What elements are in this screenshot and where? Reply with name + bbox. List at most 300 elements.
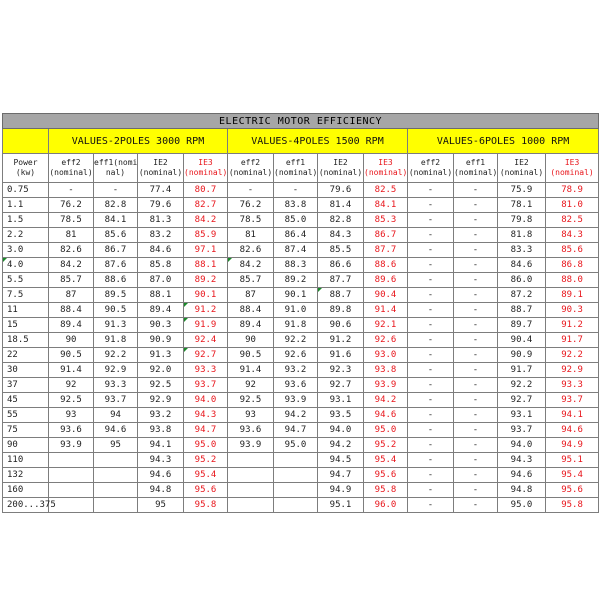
value-cell: -	[454, 393, 498, 408]
value-cell: 93.5	[318, 408, 364, 423]
value-cell: 92	[49, 378, 94, 393]
value-cell: 95	[138, 498, 184, 513]
power-cell: 0.75	[3, 183, 49, 198]
value-cell: 84.6	[498, 258, 546, 273]
value-cell: -	[408, 198, 454, 213]
value-cell: 87	[49, 288, 94, 303]
value-cell: 92.6	[364, 333, 408, 348]
value-cell: 94.9	[546, 438, 599, 453]
value-cell: 85.7	[228, 273, 274, 288]
power-cell: 1.1	[3, 198, 49, 213]
value-cell: 89.2	[184, 273, 228, 288]
value-cell: -	[408, 273, 454, 288]
value-cell: 95.0	[184, 438, 228, 453]
value-cell: 88.6	[94, 273, 138, 288]
value-cell: 92.5	[138, 378, 184, 393]
value-cell: 95.4	[546, 468, 599, 483]
group-2poles: VALUES-2POLES 3000 RPM	[49, 129, 228, 154]
value-cell: 86.0	[498, 273, 546, 288]
value-cell: -	[408, 468, 454, 483]
sub-header-cell: eff1(nomi nal)	[94, 154, 138, 183]
value-cell: 93.7	[498, 423, 546, 438]
table-title: ELECTRIC MOTOR EFFICIENCY	[3, 114, 599, 129]
value-cell: 95.4	[184, 468, 228, 483]
power-cell: 5.5	[3, 273, 49, 288]
value-cell: 92.7	[318, 378, 364, 393]
power-cell: 37	[3, 378, 49, 393]
sub-header-cell: eff1 (nominal)	[274, 154, 318, 183]
value-cell: 93.7	[184, 378, 228, 393]
value-cell: 86.4	[274, 228, 318, 243]
value-cell: 93.8	[138, 423, 184, 438]
value-cell: 79.6	[318, 183, 364, 198]
value-cell: 94.3	[498, 453, 546, 468]
value-cell: -	[408, 453, 454, 468]
value-cell: 93.9	[274, 393, 318, 408]
value-cell: 93.2	[274, 363, 318, 378]
value-cell	[49, 468, 94, 483]
value-cell: 87.4	[274, 243, 318, 258]
value-cell: -	[408, 333, 454, 348]
value-cell: -	[454, 363, 498, 378]
table-row	[3, 363, 599, 378]
value-cell: 86.6	[318, 258, 364, 273]
value-cell: 92	[228, 378, 274, 393]
value-cell: 92.2	[498, 378, 546, 393]
value-cell: 93	[49, 408, 94, 423]
sub-header-row	[3, 154, 599, 183]
value-cell: 92.9	[94, 363, 138, 378]
value-cell: 84.3	[318, 228, 364, 243]
value-cell: -	[454, 273, 498, 288]
value-cell: 92.6	[274, 348, 318, 363]
value-cell: 92.5	[49, 393, 94, 408]
value-cell	[94, 483, 138, 498]
value-cell: 78.9	[546, 183, 599, 198]
power-cell: 132	[3, 468, 49, 483]
value-cell: 87.2	[498, 288, 546, 303]
value-cell: 89.7	[498, 318, 546, 333]
power-cell: 90	[3, 438, 49, 453]
power-cell: 4.0	[3, 258, 49, 273]
power-cell: 1.5	[3, 213, 49, 228]
value-cell: 91.8	[274, 318, 318, 333]
sub-header-cell: IE2 (nominal)	[498, 154, 546, 183]
power-cell: 30	[3, 363, 49, 378]
value-cell: 76.2	[49, 198, 94, 213]
value-cell: -	[454, 333, 498, 348]
value-cell: 91.7	[498, 363, 546, 378]
value-cell: -	[454, 453, 498, 468]
table-row	[3, 198, 599, 213]
value-cell: -	[454, 483, 498, 498]
value-cell: 85.0	[274, 213, 318, 228]
value-cell: -	[408, 303, 454, 318]
value-cell: 94.1	[138, 438, 184, 453]
value-cell: 89.4	[49, 318, 94, 333]
value-cell: 94	[94, 408, 138, 423]
sub-header-cell: eff2 (nominal)	[49, 154, 94, 183]
value-cell	[274, 498, 318, 513]
table-row	[3, 303, 599, 318]
value-cell: 92.0	[138, 363, 184, 378]
sub-header-cell: eff2 (nominal)	[408, 154, 454, 183]
value-cell: 87.7	[364, 243, 408, 258]
value-cell: 82.5	[546, 213, 599, 228]
value-cell: -	[408, 378, 454, 393]
table-row	[3, 213, 599, 228]
power-cell: 15	[3, 318, 49, 333]
value-cell: -	[408, 498, 454, 513]
value-cell: -	[454, 243, 498, 258]
value-cell: 82.5	[364, 183, 408, 198]
power-cell: 22	[3, 348, 49, 363]
value-cell: 83.8	[274, 198, 318, 213]
value-cell: 91.0	[274, 303, 318, 318]
value-cell: 91.4	[49, 363, 94, 378]
value-cell: 91.2	[546, 318, 599, 333]
value-cell: 93.3	[546, 378, 599, 393]
power-cell: 110	[3, 453, 49, 468]
value-cell: -	[408, 258, 454, 273]
value-cell: 81	[49, 228, 94, 243]
value-cell: 91.8	[94, 333, 138, 348]
value-cell: 90.1	[184, 288, 228, 303]
value-cell: 82.6	[49, 243, 94, 258]
value-cell: 95.8	[364, 483, 408, 498]
value-cell: 93.3	[94, 378, 138, 393]
sub-header-cell: IE3 (nominal)	[364, 154, 408, 183]
table-row	[3, 393, 599, 408]
value-cell: 92.9	[546, 363, 599, 378]
value-cell: 90.6	[318, 318, 364, 333]
sub-header-cell: eff2 (nominal)	[228, 154, 274, 183]
power-cell: 18.5	[3, 333, 49, 348]
value-cell: 95.8	[184, 498, 228, 513]
group-header-row	[3, 129, 599, 154]
value-cell: -	[408, 408, 454, 423]
value-cell: 88.4	[49, 303, 94, 318]
sub-header-cell: IE3 (nominal)	[546, 154, 599, 183]
value-cell: -	[408, 288, 454, 303]
value-cell: -	[454, 438, 498, 453]
group-header-blank	[3, 129, 49, 154]
value-cell: 92.7	[184, 348, 228, 363]
value-cell: 95.1	[318, 498, 364, 513]
table-row	[3, 468, 599, 483]
value-cell: -	[454, 348, 498, 363]
table-row	[3, 258, 599, 273]
value-cell: 89.2	[274, 273, 318, 288]
value-cell: 81	[228, 228, 274, 243]
value-cell: 95.0	[274, 438, 318, 453]
value-cell: 88.1	[138, 288, 184, 303]
value-cell: 94.3	[184, 408, 228, 423]
value-cell: 92.2	[274, 333, 318, 348]
value-cell: 84.6	[138, 243, 184, 258]
group-6poles: VALUES-6POLES 1000 RPM	[408, 129, 599, 154]
sub-header-cell: IE2 (nominal)	[318, 154, 364, 183]
value-cell: 91.7	[546, 333, 599, 348]
value-cell: 94.2	[274, 408, 318, 423]
value-cell: 91.9	[184, 318, 228, 333]
value-cell: 88.1	[184, 258, 228, 273]
value-cell: 85.3	[364, 213, 408, 228]
value-cell: -	[454, 198, 498, 213]
value-cell: 94.0	[184, 393, 228, 408]
value-cell: 89.8	[318, 303, 364, 318]
value-cell: 89.1	[546, 288, 599, 303]
value-cell: 95.2	[364, 438, 408, 453]
table-row	[3, 378, 599, 393]
value-cell: 94.6	[364, 408, 408, 423]
value-cell: 92.4	[184, 333, 228, 348]
value-cell: 86.8	[546, 258, 599, 273]
value-cell: 93.6	[274, 378, 318, 393]
value-cell: 83.3	[498, 243, 546, 258]
value-cell: 90.5	[49, 348, 94, 363]
table-row	[3, 288, 599, 303]
table-row	[3, 183, 599, 198]
power-cell: 200...375	[3, 498, 49, 513]
value-cell: 83.2	[138, 228, 184, 243]
table-row	[3, 498, 599, 513]
table-row	[3, 423, 599, 438]
value-cell: 95.4	[364, 453, 408, 468]
value-cell: 94.6	[546, 423, 599, 438]
efficiency-table-container	[2, 113, 598, 513]
value-cell: 93.6	[49, 423, 94, 438]
value-cell: 81.3	[138, 213, 184, 228]
value-cell: 90.5	[94, 303, 138, 318]
value-cell: -	[454, 303, 498, 318]
value-cell: 92.9	[138, 393, 184, 408]
value-cell: 81.8	[498, 228, 546, 243]
value-cell: 95.6	[184, 483, 228, 498]
value-cell: -	[454, 378, 498, 393]
value-cell: 87.0	[138, 273, 184, 288]
value-cell: 80.7	[184, 183, 228, 198]
value-cell	[94, 468, 138, 483]
value-cell: -	[454, 288, 498, 303]
power-cell: 3.0	[3, 243, 49, 258]
value-cell: 92.2	[546, 348, 599, 363]
value-cell	[228, 483, 274, 498]
value-cell: 91.2	[184, 303, 228, 318]
value-cell: 94.1	[546, 408, 599, 423]
value-cell: 76.2	[228, 198, 274, 213]
value-cell: 85.6	[94, 228, 138, 243]
value-cell	[94, 498, 138, 513]
value-cell: 93.9	[364, 378, 408, 393]
value-cell: 94.2	[364, 393, 408, 408]
value-cell: 81.0	[546, 198, 599, 213]
value-cell: 95.0	[364, 423, 408, 438]
value-cell: 92.2	[94, 348, 138, 363]
value-cell: 90.3	[546, 303, 599, 318]
value-cell: -	[454, 213, 498, 228]
value-cell: 91.3	[94, 318, 138, 333]
value-cell: -	[408, 363, 454, 378]
value-cell: 92.3	[318, 363, 364, 378]
value-cell: 88.3	[274, 258, 318, 273]
value-cell: 91.4	[364, 303, 408, 318]
value-cell: 78.5	[228, 213, 274, 228]
value-cell: 89.6	[364, 273, 408, 288]
value-cell: 94.8	[138, 483, 184, 498]
value-cell: 95	[94, 438, 138, 453]
value-cell: 95.0	[498, 498, 546, 513]
table-row	[3, 483, 599, 498]
value-cell: 78.1	[498, 198, 546, 213]
value-cell: 95.1	[546, 453, 599, 468]
value-cell: 96.0	[364, 498, 408, 513]
value-cell: 88.0	[546, 273, 599, 288]
value-cell: 91.3	[138, 348, 184, 363]
table-row	[3, 348, 599, 363]
table-row	[3, 243, 599, 258]
value-cell: 92.7	[498, 393, 546, 408]
value-cell: 82.6	[228, 243, 274, 258]
value-cell: 90.4	[498, 333, 546, 348]
value-cell: 95.2	[184, 453, 228, 468]
value-cell: -	[274, 183, 318, 198]
value-cell: -	[408, 243, 454, 258]
value-cell: 84.1	[364, 198, 408, 213]
value-cell: 93.3	[184, 363, 228, 378]
value-cell: 94.7	[318, 468, 364, 483]
title-row	[3, 114, 599, 129]
table-row	[3, 318, 599, 333]
value-cell: 79.6	[138, 198, 184, 213]
value-cell: 94.6	[138, 468, 184, 483]
value-cell: -	[408, 438, 454, 453]
value-cell: 90.1	[274, 288, 318, 303]
table-row	[3, 228, 599, 243]
value-cell	[274, 483, 318, 498]
value-cell: 95.8	[546, 498, 599, 513]
value-cell: 90.4	[364, 288, 408, 303]
value-cell: 91.4	[228, 363, 274, 378]
efficiency-table	[2, 113, 599, 513]
value-cell: 88.4	[228, 303, 274, 318]
value-cell: 93.1	[318, 393, 364, 408]
value-cell: -	[408, 228, 454, 243]
value-cell: -	[454, 468, 498, 483]
value-cell: 79.8	[498, 213, 546, 228]
value-cell: -	[94, 183, 138, 198]
value-cell: 94.0	[318, 423, 364, 438]
value-cell: 82.8	[94, 198, 138, 213]
value-cell: 94.2	[318, 438, 364, 453]
value-cell: 87.7	[318, 273, 364, 288]
value-cell: -	[454, 498, 498, 513]
group-4poles: VALUES-4POLES 1500 RPM	[228, 129, 408, 154]
value-cell: -	[454, 408, 498, 423]
value-cell: 90.5	[228, 348, 274, 363]
value-cell: 86.7	[94, 243, 138, 258]
value-cell: 94.5	[318, 453, 364, 468]
power-cell: 160	[3, 483, 49, 498]
value-cell: 75.9	[498, 183, 546, 198]
value-cell: 85.7	[49, 273, 94, 288]
value-cell: 90.9	[138, 333, 184, 348]
value-cell: 84.3	[546, 228, 599, 243]
value-cell: -	[454, 258, 498, 273]
value-cell: 93.9	[228, 438, 274, 453]
value-cell: -	[49, 183, 94, 198]
value-cell: 92.5	[228, 393, 274, 408]
value-cell	[228, 453, 274, 468]
table-row	[3, 333, 599, 348]
value-cell: 94.9	[318, 483, 364, 498]
value-cell: 89.4	[228, 318, 274, 333]
value-cell: 84.2	[49, 258, 94, 273]
value-cell: 93.6	[228, 423, 274, 438]
value-cell: 87.6	[94, 258, 138, 273]
value-cell: 93.7	[94, 393, 138, 408]
value-cell: 94.8	[498, 483, 546, 498]
value-cell: 93.1	[498, 408, 546, 423]
value-cell: -	[408, 423, 454, 438]
value-cell: 93.7	[546, 393, 599, 408]
value-cell: 85.5	[318, 243, 364, 258]
value-cell: 89.5	[94, 288, 138, 303]
value-cell	[228, 468, 274, 483]
value-cell: 95.6	[546, 483, 599, 498]
value-cell: -	[228, 183, 274, 198]
value-cell: 95.6	[364, 468, 408, 483]
table-row	[3, 453, 599, 468]
value-cell: 88.7	[318, 288, 364, 303]
value-cell: 78.5	[49, 213, 94, 228]
power-cell: 75	[3, 423, 49, 438]
value-cell	[49, 453, 94, 468]
sub-header-cell: eff1 (nominal)	[454, 154, 498, 183]
value-cell: 91.2	[318, 333, 364, 348]
value-cell	[274, 453, 318, 468]
value-cell: 91.6	[318, 348, 364, 363]
value-cell: 93.0	[364, 348, 408, 363]
value-cell: -	[454, 423, 498, 438]
value-cell	[228, 498, 274, 513]
power-cell: 2.2	[3, 228, 49, 243]
value-cell: 82.7	[184, 198, 228, 213]
value-cell: -	[454, 183, 498, 198]
value-cell: 90.9	[498, 348, 546, 363]
value-cell: 94.6	[94, 423, 138, 438]
value-cell: 93.9	[49, 438, 94, 453]
value-cell: 88.7	[498, 303, 546, 318]
value-cell: 93.2	[138, 408, 184, 423]
value-cell: 84.1	[94, 213, 138, 228]
value-cell: 94.0	[498, 438, 546, 453]
value-cell: 94.7	[184, 423, 228, 438]
value-cell: 81.4	[318, 198, 364, 213]
power-cell: 45	[3, 393, 49, 408]
power-cell: 7.5	[3, 288, 49, 303]
value-cell: 89.4	[138, 303, 184, 318]
value-cell: -	[408, 393, 454, 408]
value-cell	[94, 453, 138, 468]
value-cell: 94.6	[498, 468, 546, 483]
sub-header-cell: IE2 (nominal)	[138, 154, 184, 183]
value-cell: 85.9	[184, 228, 228, 243]
value-cell	[49, 483, 94, 498]
value-cell: -	[454, 228, 498, 243]
value-cell: -	[454, 318, 498, 333]
table-body	[3, 183, 599, 513]
